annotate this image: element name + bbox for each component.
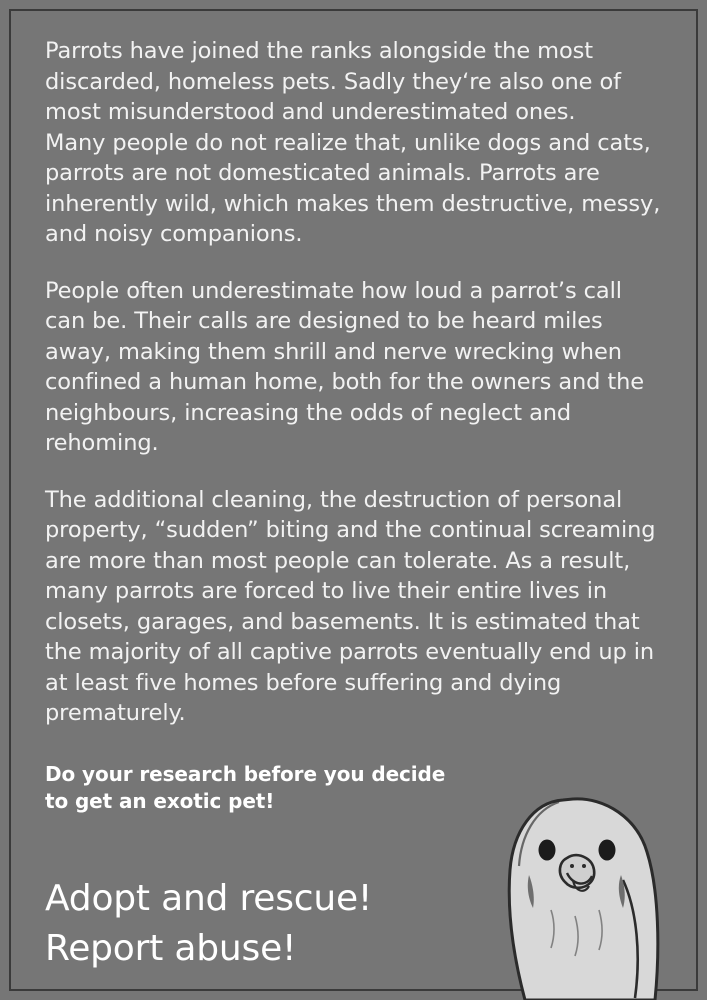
slogan-line-2: Report abuse! — [45, 927, 297, 969]
parrot-illustration — [455, 740, 685, 1000]
paragraph-3: The additional cleaning, the destruction of personal property, “sudden” biting and the continual screaming are more than most people can tolerate. As a result, many parrots are forced to live their entire lives in closets, garages, and basements. It is estimated that the majority of all captive parrots eventually end up in at least five homes before suffering and dying prematurely. — [45, 486, 656, 726]
paragraph-2: People often underestimate how loud a parrot’s call can be. Their calls are designed to be heard miles away, making them shrill and nerve wrecking when confined a human home, both for the owners and the neighbours, increasing the odds of neglect and rehoming. — [45, 277, 645, 456]
callout-text: Do your research before you decide to get an exotic pet! — [45, 761, 446, 813]
slogan-line-1: Adopt and rescue! — [45, 877, 373, 919]
paragraph-1: Parrots have joined the ranks alongside the most discarded, homeless pets. Sadly they‘re also one of most misunderstood and underestimated ones. Many people do not realize that, unlike dogs and cats, parrots are not domesticated animals. Parrots are inherently wild, which makes them destructive, messy, and noisy companions. — [45, 38, 661, 247]
